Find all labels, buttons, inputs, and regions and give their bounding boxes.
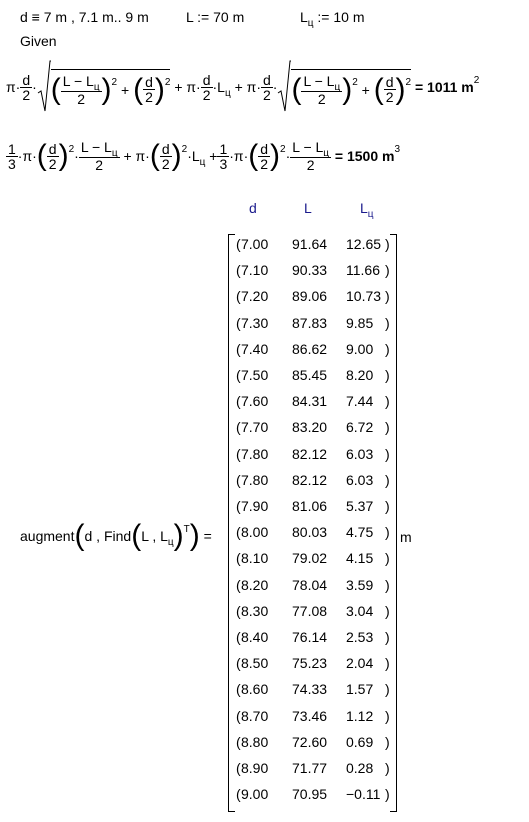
row-open-paren: ( (236, 393, 241, 410)
matrix-row (234, 314, 392, 341)
sqrt-icon (277, 59, 291, 115)
cell-L: 70.95 (292, 786, 328, 803)
cell-d: 7.10 (241, 262, 269, 279)
cell-Lc: 12.65 (346, 236, 382, 252)
area-result: = 1011 m (414, 79, 474, 95)
row-open-paren: ( (236, 288, 241, 305)
matrix-row (234, 445, 392, 472)
cell-d: 8.10 (241, 550, 269, 567)
cell-Lc: 8.20 (346, 367, 374, 383)
cell-Lc: 4.75 (346, 524, 374, 541)
row-close-paren: ) (385, 471, 390, 488)
cell-L: 75.23 (292, 655, 328, 672)
row-open-paren: ( (236, 340, 241, 357)
row-close-paren: ) (385, 733, 390, 750)
row-close-paren: ) (385, 786, 390, 803)
matrix-row (234, 523, 392, 550)
row-close-paren: ) (385, 550, 390, 567)
row-close-paren: ) (385, 288, 390, 305)
matrix-row (234, 471, 392, 498)
cell-L: 78.04 (292, 576, 328, 593)
cell-L: 72.60 (292, 733, 328, 750)
cell-d: 8.20 (241, 576, 269, 593)
cell-d: 7.30 (241, 314, 269, 331)
row-close-paren: ) (385, 602, 390, 619)
cell-Lc: 4.15 (346, 550, 374, 567)
matrix-row (234, 340, 392, 367)
cell-d: 9.00 (241, 786, 269, 803)
volume-exponent: 3 (394, 143, 401, 155)
row-close-paren: ) (385, 262, 390, 279)
cell-L: 82.12 (292, 445, 328, 462)
row-open-paren: ( (236, 445, 241, 462)
matrix-row (234, 497, 392, 524)
row-open-paren: ( (236, 576, 241, 593)
row-close-paren: ) (385, 655, 390, 672)
given-keyword: Given (20, 33, 57, 49)
volume-equation: $\frac{1}{3}$ ·π· ( $\frac{d}{2}$ ) 2 · $\frac{L - L_ц}{2}$ + π· ( $\frac{d}{2}$ ) 2 $\cdot L_ц$ + $\frac{1}{3}$ ·π· ( $\frac{d}{2}$ ) 2 · $\frac{L - L_ц}{2}$ = 1500 m 3 (8, 139, 401, 173)
cell-L: 82.12 (292, 471, 328, 488)
sqrt-term-1: ( $\frac{L - L_ц}{2}$ ) 2 + ( $\frac{d}{2}$ ) 2 (37, 59, 171, 115)
matrix-row (234, 549, 392, 576)
header-L: L (304, 200, 312, 216)
cell-Lc: 1.57 (346, 681, 374, 698)
L-definition: L := 70 m (186, 9, 245, 25)
matrix-row (234, 733, 392, 760)
cell-L: 77.08 (292, 602, 328, 619)
cell-d: 8.80 (241, 733, 269, 750)
row-close-paren: ) (385, 629, 390, 645)
Lc-value: := 10 m (317, 9, 365, 25)
volume-result: = 1500 m (334, 148, 395, 164)
cell-Lc: 10.73 (346, 288, 382, 305)
Lc-subscript: ц (307, 18, 314, 29)
area-equation: π· $\frac{d}{2}$ · ( $\frac{L - L_ц}{2}$ ) 2 + ( $\frac{d}{2}$ ) 2 + π· $\frac{d}{2}$ $\cdot L_ц + \pi\cdot$ $\frac{d}{2}$ · ( $\frac{L - L_ц}{2}$ ) 2 + ( $\frac{d}{2}$ ) 2 = 1011 m 2 (6, 56, 479, 118)
matrix-row (234, 628, 392, 655)
row-close-paren: ) (385, 236, 390, 252)
row-open-paren: ( (236, 236, 241, 252)
cell-d: 8.60 (241, 681, 269, 698)
row-open-paren: ( (236, 471, 241, 488)
matrix-row (234, 654, 392, 681)
cell-d: 7.90 (241, 498, 269, 514)
row-close-paren: ) (385, 576, 390, 593)
row-open-paren: ( (236, 786, 241, 803)
cell-Lc: 2.53 (346, 629, 374, 645)
cell-Lc: −0.11 (346, 786, 381, 803)
row-close-paren: ) (385, 419, 390, 436)
cell-Lc: 2.04 (346, 655, 374, 672)
cell-L: 86.62 (292, 340, 328, 357)
row-open-paren: ( (236, 760, 241, 776)
cell-L: 80.03 (292, 524, 328, 541)
row-open-paren: ( (236, 314, 241, 331)
cell-Lc: 3.04 (346, 602, 374, 619)
frac-d-2: $\frac{d}{2}$ (22, 71, 31, 103)
cell-L: 91.64 (292, 236, 328, 252)
cell-Lc: 7.44 (346, 393, 374, 410)
row-close-paren: ) (385, 681, 390, 698)
cell-d: 7.40 (241, 340, 269, 357)
matrix-row (234, 287, 392, 314)
matrix-row (234, 759, 392, 786)
cell-d: 8.00 (241, 524, 269, 541)
matrix-row (234, 602, 392, 629)
row-open-paren: ( (236, 419, 241, 436)
matrix-row (234, 418, 392, 445)
cell-d: 7.70 (241, 419, 269, 436)
area-exponent: 2 (473, 74, 480, 86)
row-close-paren: ) (385, 340, 390, 357)
cell-d: 7.00 (241, 236, 269, 252)
sqrt-term-2: ( $\frac{L - L_ц}{2}$ ) 2 + ( $\frac{d}{2}$ ) 2 (277, 59, 411, 115)
row-open-paren: ( (236, 629, 241, 645)
row-close-paren: ) (385, 707, 390, 724)
row-open-paren: ( (236, 681, 241, 698)
row-close-paren: ) (385, 445, 390, 462)
cell-Lc: 9.85 (346, 314, 374, 331)
matrix-row (234, 366, 392, 393)
cell-d: 7.80 (241, 445, 269, 462)
matrix-row (234, 785, 392, 812)
header-d: d (249, 200, 257, 216)
cell-L: 76.14 (292, 629, 328, 645)
cell-L: 71.77 (292, 760, 328, 776)
row-open-paren: ( (236, 733, 241, 750)
matrix-row (234, 707, 392, 734)
row-close-paren: ) (385, 367, 390, 383)
row-open-paren: ( (236, 367, 241, 383)
result-unit: m (400, 529, 412, 545)
row-close-paren: ) (385, 760, 390, 776)
augment-expression: augment ( d , Find ( L , $L_ц$ ) T ) = (20, 519, 212, 552)
row-open-paren: ( (236, 707, 241, 724)
cell-d: 7.20 (241, 288, 269, 305)
cell-d: 7.60 (241, 393, 269, 410)
row-close-paren: ) (385, 314, 390, 331)
cell-L: 79.02 (292, 550, 328, 567)
cell-Lc: 0.69 (346, 733, 374, 750)
row-open-paren: ( (236, 550, 241, 567)
matrix-row (234, 680, 392, 707)
Lc-definition (300, 9, 365, 29)
row-open-paren: ( (236, 498, 241, 514)
cell-Lc: 6.03 (346, 445, 374, 462)
cell-d: 8.90 (241, 760, 269, 776)
cell-L: 84.31 (292, 393, 328, 410)
cell-d: 7.80 (241, 471, 269, 488)
cell-Lc: 9.00 (346, 340, 374, 357)
cell-Lc: 0.28 (346, 760, 374, 776)
row-close-paren: ) (385, 498, 390, 514)
d-range-definition: d ≡ 7 m , 7.1 m.. 9 m (20, 9, 149, 25)
matrix-row (234, 235, 392, 262)
cell-L: 74.33 (292, 681, 328, 698)
header-Lc: $L_ц$ (360, 200, 374, 220)
matrix-row (234, 392, 392, 419)
cell-L: 85.45 (292, 367, 328, 383)
Lc-symbol: L (300, 9, 308, 25)
cell-L: 87.83 (292, 314, 328, 331)
cell-d: 8.70 (241, 707, 269, 724)
row-open-paren: ( (236, 262, 241, 279)
cell-Lc: 1.12 (346, 707, 374, 724)
cell-L: 81.06 (292, 498, 328, 514)
sqrt-icon (37, 59, 51, 115)
matrix-row (234, 576, 392, 603)
cell-Lc: 5.37 (346, 498, 374, 514)
cell-Lc: 6.03 (346, 471, 374, 488)
cell-L: 89.06 (292, 288, 328, 305)
cell-d: 8.30 (241, 602, 269, 619)
cell-d: 8.40 (241, 629, 269, 645)
row-open-paren: ( (236, 602, 241, 619)
cell-d: 7.50 (241, 367, 269, 383)
augment-function-name: augment (20, 528, 75, 544)
row-open-paren: ( (236, 655, 241, 672)
matrix-row (234, 261, 392, 288)
row-close-paren: ) (385, 393, 390, 410)
row-open-paren: ( (236, 524, 241, 541)
cell-d: 8.50 (241, 655, 269, 672)
row-close-paren: ) (385, 524, 390, 541)
cell-L: 83.20 (292, 419, 328, 436)
cell-Lc: 11.66 (346, 262, 380, 279)
cell-Lc: 3.59 (346, 576, 374, 593)
cell-Lc: 6.72 (346, 419, 374, 436)
cell-L: 90.33 (292, 262, 328, 279)
cell-L: 73.46 (292, 707, 328, 724)
